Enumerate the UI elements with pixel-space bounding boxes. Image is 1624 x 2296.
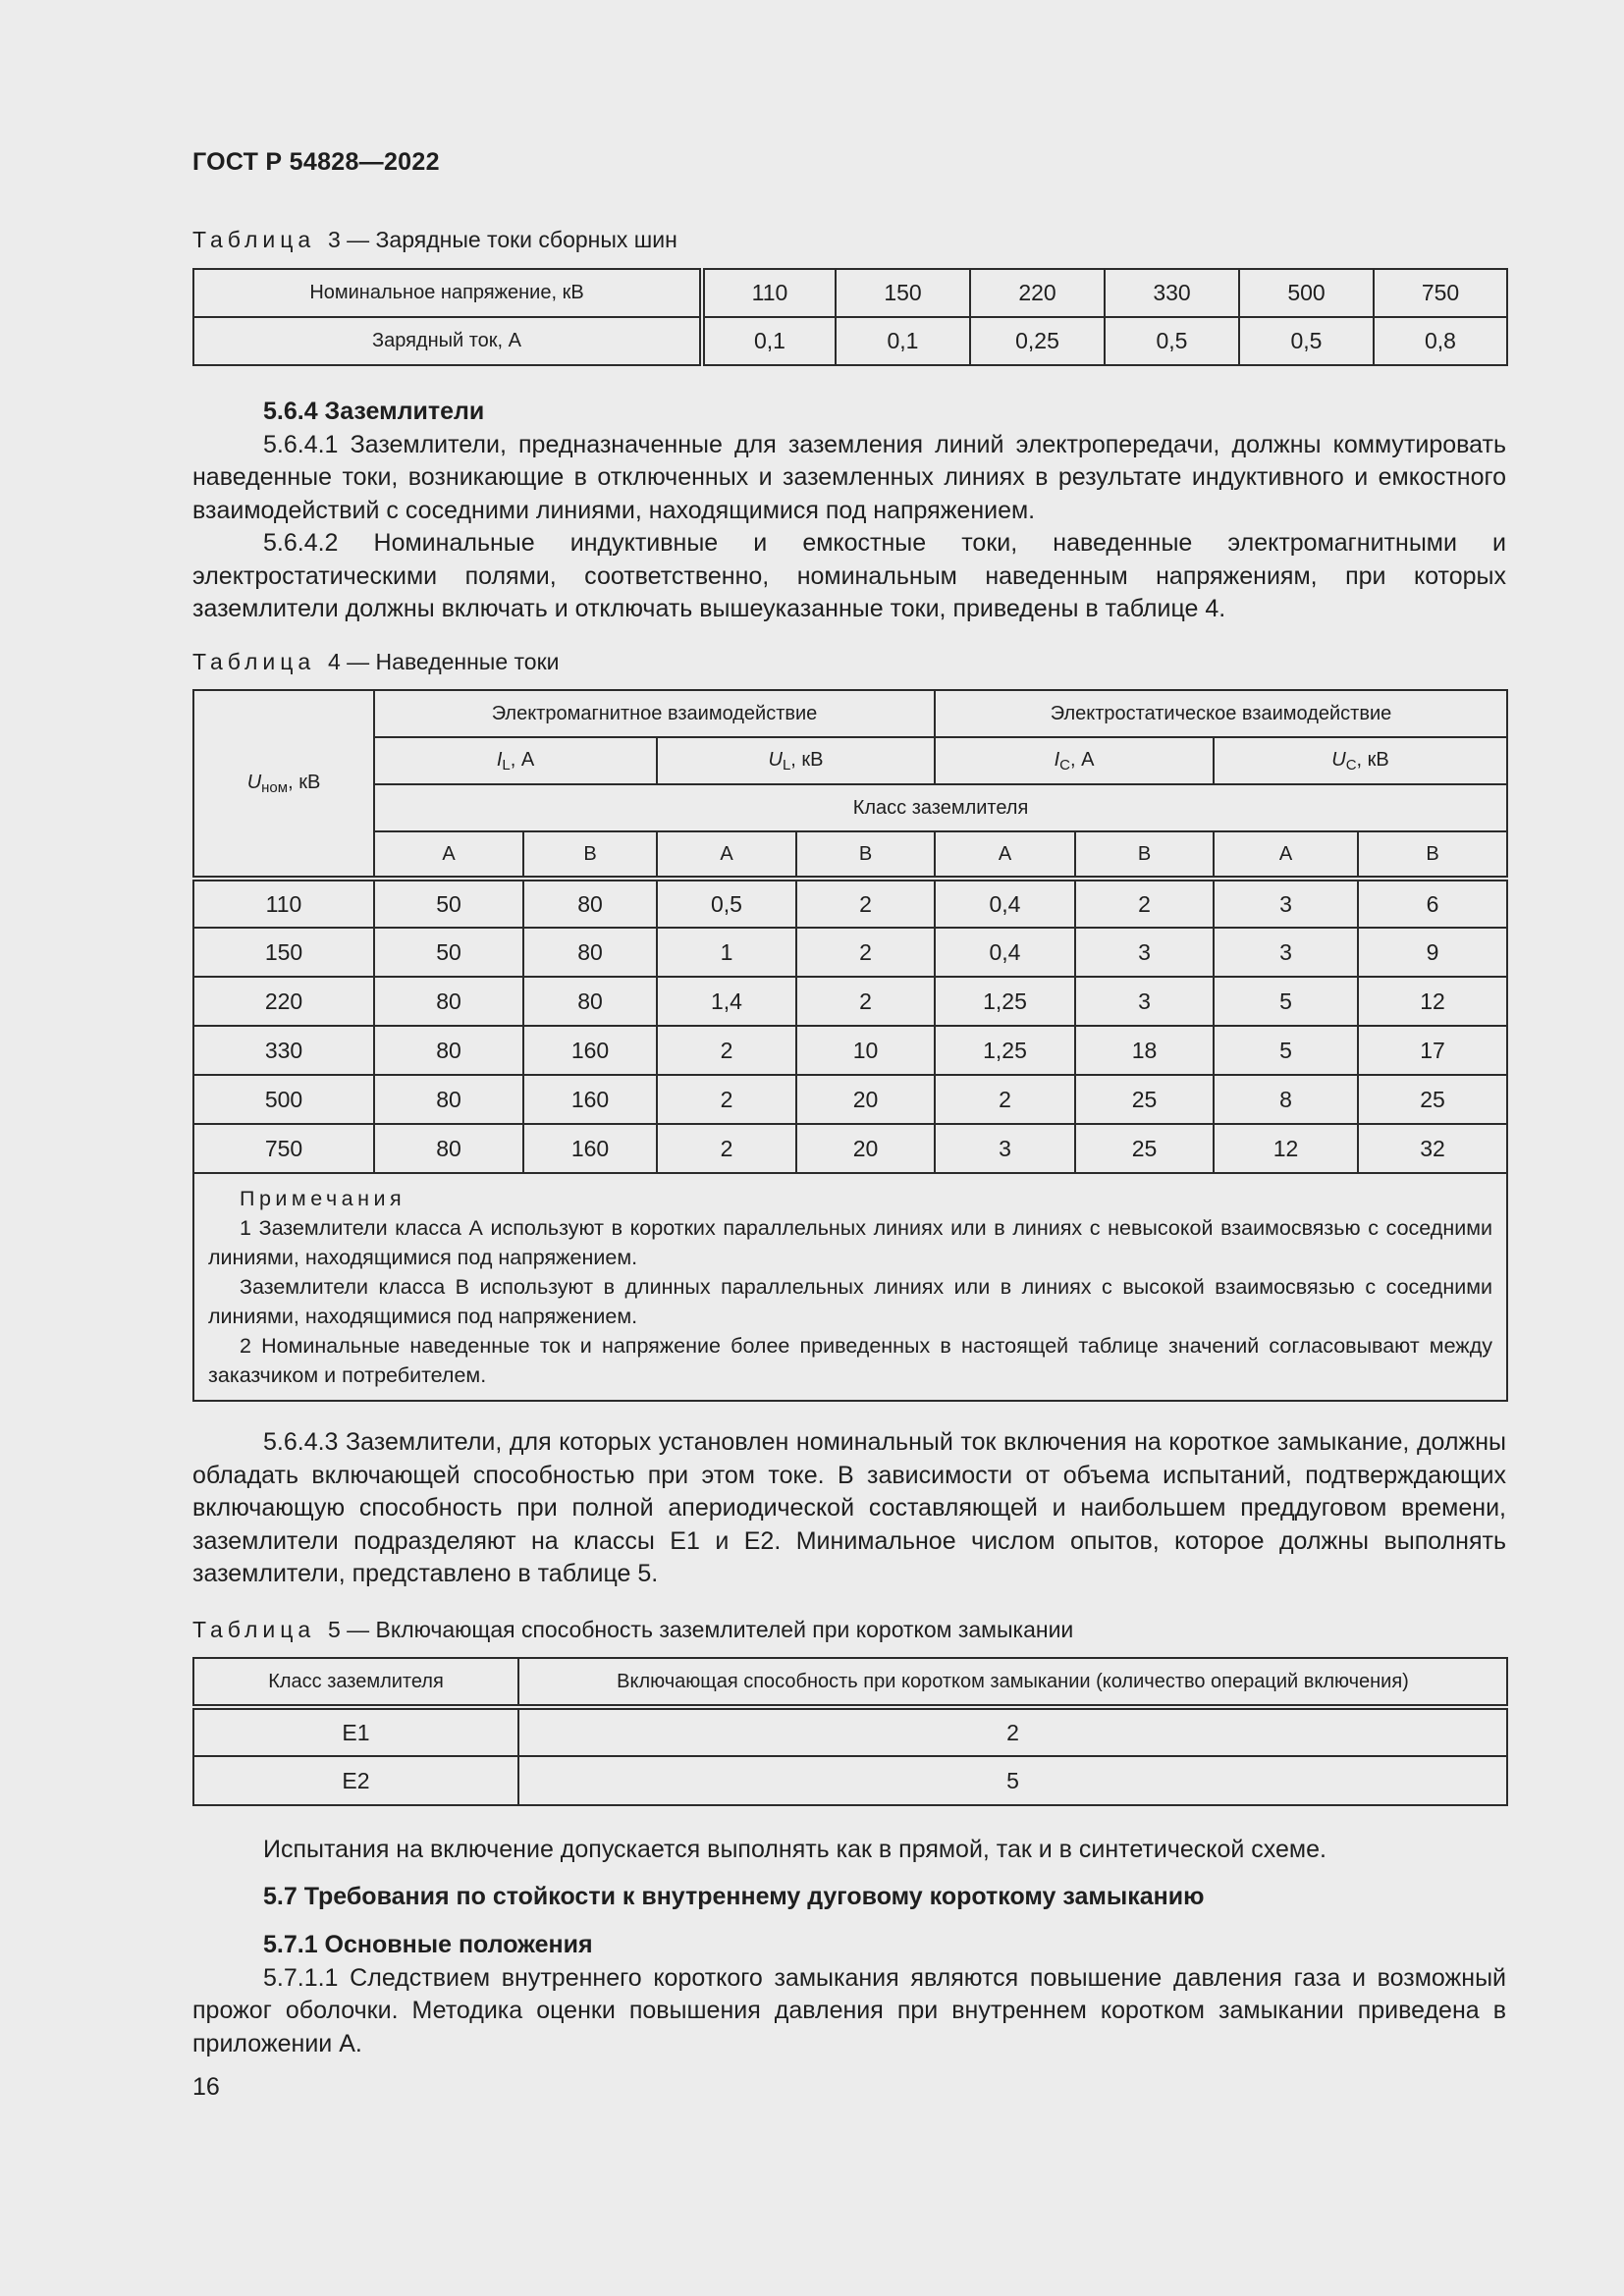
table4-cell: 2 — [935, 1075, 1075, 1124]
table3-row — [193, 317, 1507, 365]
table4-cell: 5 — [1214, 1026, 1358, 1075]
table4-cell: 160 — [523, 1124, 657, 1173]
table4-cell: 18 — [1075, 1026, 1214, 1075]
unom-header — [193, 690, 374, 879]
table3-caption — [192, 227, 677, 253]
document-code: ГОСТ Р 54828—2022 — [192, 148, 440, 176]
table3-cell: 0,5 — [1105, 317, 1239, 365]
table4-row — [193, 1124, 1507, 1173]
table3-cell: 500 — [1239, 269, 1374, 317]
ul-symbol: U — [768, 748, 783, 771]
page-number: 16 — [192, 2073, 220, 2101]
table4-cell: 6 — [1358, 879, 1507, 928]
table4-row — [193, 879, 1507, 928]
table4-notes-row — [193, 1173, 1507, 1401]
class-header: Класс заземлителя — [374, 784, 1507, 831]
class-cell: В — [1075, 831, 1214, 879]
table5-row — [193, 1756, 1507, 1805]
table4-cell: 25 — [1075, 1124, 1214, 1173]
es-group-header: Электростатическое взаимодействие — [935, 690, 1507, 737]
ul-unit: , кВ — [790, 748, 824, 771]
table3-cell: 0,1 — [702, 317, 836, 365]
table4-cell: 0,4 — [935, 928, 1075, 977]
table4-cell: 80 — [523, 928, 657, 977]
table5-cell: 5 — [518, 1756, 1507, 1805]
table4-caption — [192, 649, 560, 675]
class-cell: А — [935, 831, 1075, 879]
table5-cell: Е1 — [193, 1707, 518, 1756]
table4-cell: 25 — [1358, 1075, 1507, 1124]
table4-cell: 160 — [523, 1026, 657, 1075]
table4-cell: 0,5 — [657, 879, 796, 928]
uc-subscript: C — [1345, 756, 1357, 774]
uc-unit: , кВ — [1356, 748, 1389, 771]
table4-cell: 32 — [1358, 1124, 1507, 1173]
ic-header — [935, 737, 1214, 784]
table3-cell: 220 — [970, 269, 1105, 317]
table4-cell: 20 — [796, 1124, 935, 1173]
table3-caption-word: Таблица — [192, 227, 316, 252]
table4-row — [193, 928, 1507, 977]
ic-symbol: I — [1054, 748, 1060, 771]
table4-cell: 17 — [1358, 1026, 1507, 1075]
il-unit: , А — [510, 748, 535, 771]
table4-cell: 3 — [1075, 977, 1214, 1026]
table4-cell: 80 — [523, 879, 657, 928]
table4-cell: 3 — [1075, 928, 1214, 977]
table4-cell: 3 — [1214, 879, 1358, 928]
table5-col-capacity: Включающая способность при коротком замыкании (количество операций включения) — [518, 1658, 1507, 1707]
class-cell: А — [1214, 831, 1358, 879]
table3-cell: 0,8 — [1374, 317, 1507, 365]
table4-cell: 12 — [1358, 977, 1507, 1026]
table4-cell: 2 — [657, 1075, 796, 1124]
table5-caption-word: Таблица — [192, 1617, 316, 1642]
section-5-7 — [192, 1881, 1506, 1914]
table3-cell: 0,1 — [836, 317, 970, 365]
table4-cell: 80 — [374, 1075, 523, 1124]
table4-cell: 220 — [193, 977, 374, 1026]
section-heading: 5.7 Требования по стойкости к внутреннему дуговому короткому замыканию — [263, 1883, 1205, 1910]
table4-cell: 330 — [193, 1026, 374, 1075]
table4-header-row — [193, 690, 1507, 737]
table3-cell: 750 — [1374, 269, 1507, 317]
table4-caption-word: Таблица — [192, 649, 316, 674]
table4-cell: 50 — [374, 879, 523, 928]
paragraph: 5.6.4.2 Номинальные индуктивные и емкостные токи, наведенные электромагнитными и электростатическими полями, соответственно, номинальным наведенным напряжениям, при которых заземлители должны включать и отключать вышеуказанные токи, приведены в таблице 4. — [192, 529, 1506, 622]
uc-header — [1214, 737, 1507, 784]
table3-row — [193, 269, 1507, 317]
table4-cell: 160 — [523, 1075, 657, 1124]
unom-subscript: ном — [261, 778, 289, 796]
note-1b: Заземлители класса В используют в длинных параллельных линиях или в линиях с высокой взаимосвязью с соседними линиями, находящимися под напряжением. — [208, 1275, 1492, 1328]
class-cell: В — [1358, 831, 1507, 879]
table4-cell: 2 — [796, 977, 935, 1026]
table4-cell: 3 — [1214, 928, 1358, 977]
table5 — [192, 1657, 1508, 1806]
table4-cell: 750 — [193, 1124, 374, 1173]
table5-caption-text: 5 — Включающая способность заземлителей при коротком замыкании — [327, 1617, 1074, 1642]
ul-header — [657, 737, 935, 784]
table4-cell: 10 — [796, 1026, 935, 1075]
table4-cell: 500 — [193, 1075, 374, 1124]
section-after-table5 — [192, 1834, 1506, 1867]
class-cell: В — [796, 831, 935, 879]
table4-caption-text: 4 — Наведенные токи — [327, 649, 560, 674]
table5-cell: Е2 — [193, 1756, 518, 1805]
table4-cell: 0,4 — [935, 879, 1075, 928]
table4-cell: 80 — [523, 977, 657, 1026]
table4-cell: 80 — [374, 977, 523, 1026]
il-subscript: L — [502, 756, 511, 774]
table4-header-row — [193, 784, 1507, 831]
table4-cell: 12 — [1214, 1124, 1358, 1173]
paragraph: 5.7.1.1 Следствием внутреннего короткого замыкания являются повышение давления газа и возможный прожог оболочки. Методика оценки повышения давления при внутреннем коротком замыкании приведена в приложении А. — [192, 1963, 1506, 2057]
class-cell: В — [523, 831, 657, 879]
table5-row — [193, 1707, 1507, 1756]
em-group-header: Электромагнитное взаимодействие — [374, 690, 935, 737]
table4-cell: 50 — [374, 928, 523, 977]
note-1: 1 Заземлители класса А используют в коротких параллельных линиях или в линиях с невысокой взаимосвязью с соседними линиями, находящимися под напряжением. — [208, 1216, 1492, 1269]
table4-cell: 2 — [796, 928, 935, 977]
table3-cell: 0,25 — [970, 317, 1105, 365]
table5-col-class: Класс заземлителя — [193, 1658, 518, 1707]
table4-cell: 150 — [193, 928, 374, 977]
table3-cell: 150 — [836, 269, 970, 317]
table4-cell: 2 — [657, 1124, 796, 1173]
table4-cell: 1 — [657, 928, 796, 977]
table4-row — [193, 977, 1507, 1026]
il-symbol: I — [496, 748, 503, 771]
table4-cell: 1,25 — [935, 977, 1075, 1026]
table4-cell: 1,25 — [935, 1026, 1075, 1075]
table4-cell: 80 — [374, 1124, 523, 1173]
il-header — [374, 737, 657, 784]
table3-cell: 110 — [702, 269, 836, 317]
section-heading: 5.7.1 Основные положения — [263, 1931, 593, 1958]
class-cell: А — [657, 831, 796, 879]
table3-row-label: Зарядный ток, А — [193, 317, 702, 365]
section-5-6-4-3 — [192, 1426, 1506, 1591]
table4-cell: 3 — [935, 1124, 1075, 1173]
table4-row — [193, 1075, 1507, 1124]
table4-cell: 110 — [193, 879, 374, 928]
table4-cell: 5 — [1214, 977, 1358, 1026]
table4 — [192, 689, 1508, 1402]
table4-cell: 2 — [657, 1026, 796, 1075]
ul-subscript: L — [782, 756, 791, 774]
table4-cell: 20 — [796, 1075, 935, 1124]
table4-row — [193, 1026, 1507, 1075]
table4-header-row — [193, 737, 1507, 784]
ic-unit: , А — [1069, 748, 1095, 771]
table4-notes — [193, 1173, 1507, 1401]
table5-cell: 2 — [518, 1707, 1507, 1756]
table3-cell: 0,5 — [1239, 317, 1374, 365]
unom-symbol: U — [246, 771, 262, 793]
ic-subscript: C — [1059, 756, 1070, 774]
notes-title: Примечания — [240, 1187, 406, 1210]
paragraph: 5.6.4.1 Заземлители, предназначенные для заземления линий электропередачи, должны коммутировать наведенные токи, возникающие в отключенных и заземленных линиях в результате индуктивного и емкостного взаимодействий с соседними линиями, находящимися под напряжением. — [192, 430, 1506, 524]
table4-cell: 2 — [796, 879, 935, 928]
note-2: 2 Номинальные наведенные ток и напряжение более приведенных в настоящей таблице значений согласовывают между заказчиком и потребителем. — [208, 1334, 1492, 1387]
section-5-7-1 — [192, 1929, 1506, 2060]
uc-symbol: U — [1331, 748, 1346, 771]
unom-unit: , кВ — [288, 771, 321, 793]
table4-class-row — [193, 831, 1507, 879]
table4-cell: 8 — [1214, 1075, 1358, 1124]
section-5-6-4 — [192, 396, 1506, 626]
section-heading: 5.6.4 Заземлители — [263, 398, 485, 425]
table5-caption — [192, 1617, 1073, 1643]
paragraph: Испытания на включение допускается выполнять как в прямой, так и в синтетической схеме. — [263, 1836, 1326, 1863]
table4-cell: 80 — [374, 1026, 523, 1075]
table3-cell: 330 — [1105, 269, 1239, 317]
class-cell: А — [374, 831, 523, 879]
table5-header-row — [193, 1658, 1507, 1707]
table3-row-label: Номинальное напряжение, кВ — [193, 269, 702, 317]
table4-cell: 1,4 — [657, 977, 796, 1026]
table4-cell: 2 — [1075, 879, 1214, 928]
table3 — [192, 268, 1508, 366]
table4-cell: 25 — [1075, 1075, 1214, 1124]
paragraph: 5.6.4.3 Заземлители, для которых установлен номинальный ток включения на короткое замыкание, должны обладать включающей способностью при этом токе. В зависимости от объема испытаний, подтверждающих включающую способность при полной апериодической составляющей и наибольшем преддуговом времени, заземлители подразделяют на классы Е1 и Е2. Минимальное числом опытов, которое должны выполнять заземлители, представлено в таблице 5. — [192, 1428, 1506, 1587]
table3-caption-text: 3 — Зарядные токи сборных шин — [327, 227, 677, 252]
table4-cell: 9 — [1358, 928, 1507, 977]
